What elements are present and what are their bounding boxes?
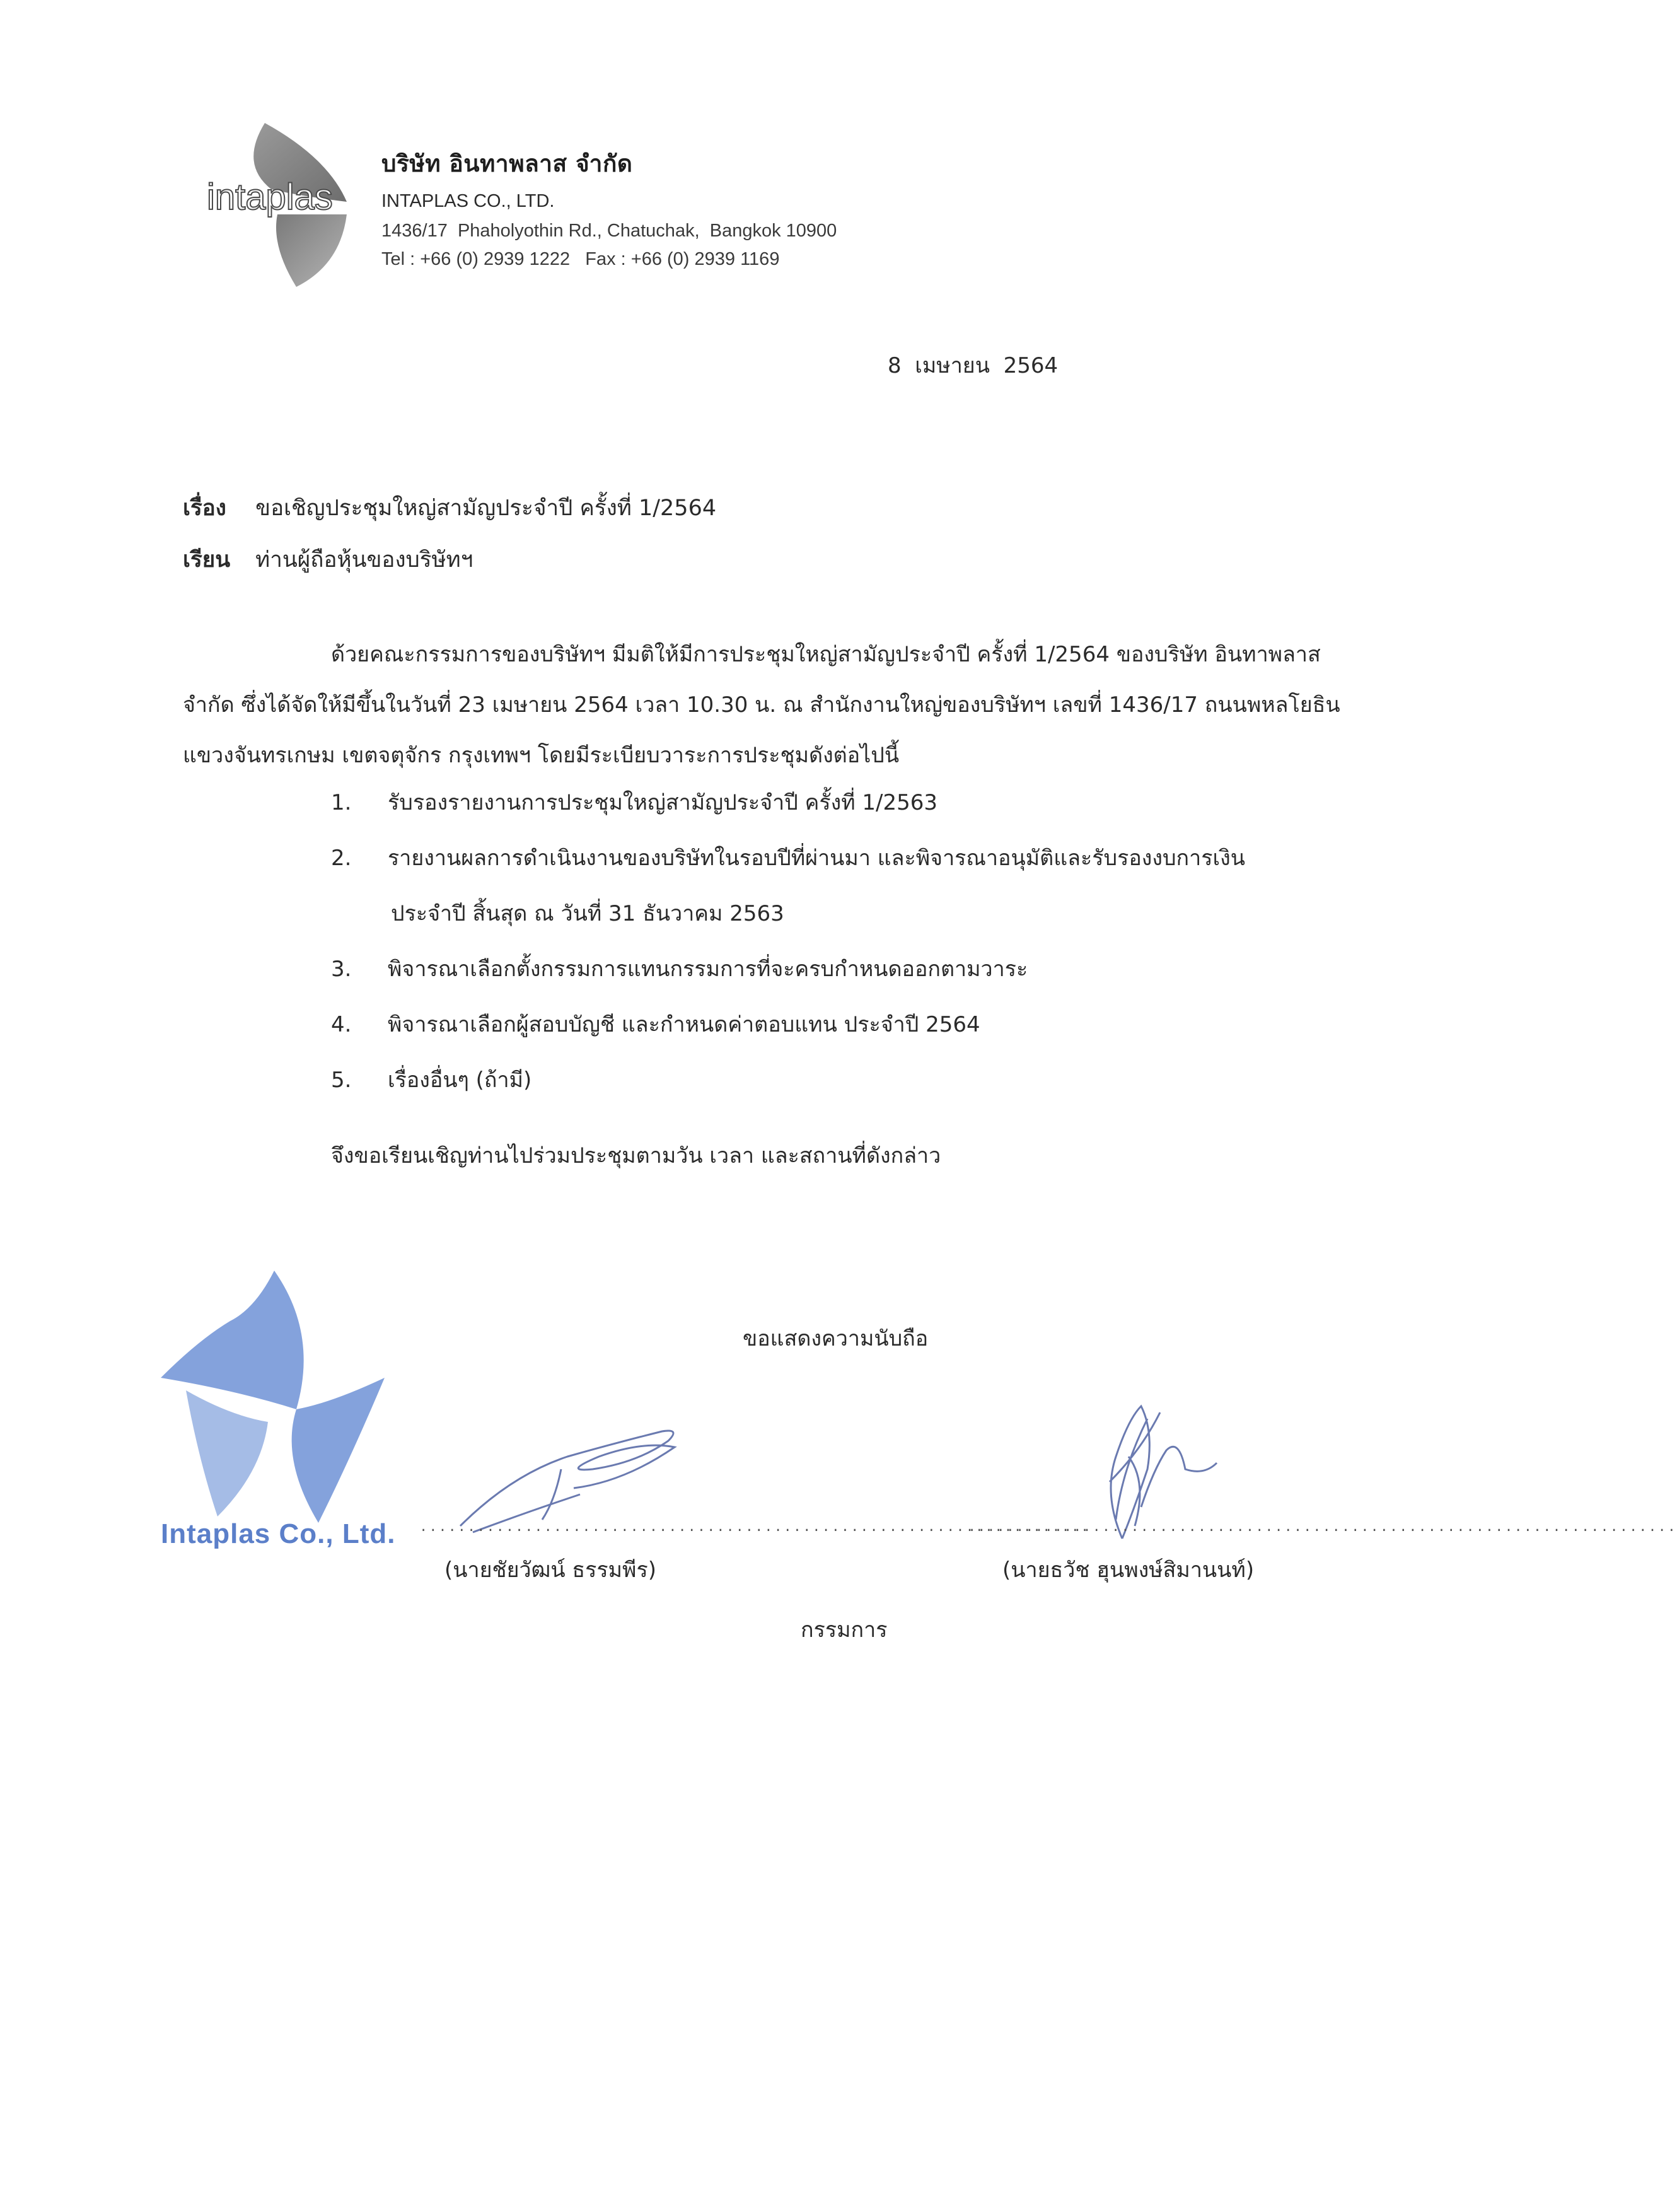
- agenda-item: [331, 1062, 1245, 1097]
- agenda-item: [331, 841, 1245, 930]
- signer-role: กรรมการ: [801, 1617, 888, 1643]
- body-line-1: ด้วยคณะกรรมการของบริษัทฯ มีมติให้มีการประชุมใหญ่สามัญประจำปี ครั้งที่ 1/2564 ของบริษัท อินทาพลาส: [331, 642, 1321, 667]
- agenda-list: [331, 785, 1245, 1118]
- agenda-number: 4.: [331, 1012, 352, 1037]
- agenda-text-continued: ประจำปี สิ้นสุด ณ วันที่ 31 ธันวาคม 2563: [391, 901, 784, 926]
- agenda-item: [331, 785, 1245, 819]
- company-logo-icon: [202, 120, 366, 290]
- body-line-3: แขวงจันทรเกษม เขตจตุจักร กรุงเทพฯ โดยมีระเบียบวาระการประชุมดังต่อไปนี้: [183, 743, 900, 768]
- logo-wordmark: intaplas: [207, 177, 333, 218]
- recipient-label: เรียน: [183, 547, 231, 573]
- agenda-text: เรื่องอื่นๆ (ถ้ามี): [388, 1068, 532, 1093]
- agenda-item: [331, 1007, 1245, 1041]
- subject-line: [183, 491, 716, 525]
- recipient-text: ท่านผู้ถือหุ้นของบริษัทฯ: [255, 547, 473, 573]
- body-line-2: จำกัด ซึ่งได้จัดให้มีขึ้นในวันที่ 23 เมษายน 2564 เวลา 10.30 น. ณ สำนักงานใหญ่ของบริษัทฯ เลขที่ 1436/17 ถนนพหลโยธิน: [183, 692, 1340, 718]
- subject-label: เรื่อง: [183, 496, 226, 521]
- company-address: 1436/17 Phaholyothin Rd., Chatuchak, Bangkok 10900: [381, 221, 837, 241]
- company-contact: Tel : +66 (0) 2939 1222 Fax : +66 (0) 2939 1169: [381, 249, 780, 269]
- signature-line-2: ..........................................................................: [968, 1520, 1677, 1535]
- agenda-text: พิจารณาเลือกผู้สอบบัญชี และกำหนดค่าตอบแทน ประจำปี 2564: [388, 1012, 980, 1037]
- agenda-item: [331, 952, 1245, 986]
- agenda-number: 3.: [331, 957, 352, 982]
- company-name-thai: บริษัท อินทาพลาส จำกัด: [381, 150, 633, 177]
- closing-line: จึงขอเรียนเชิญท่านไปร่วมประชุมตามวัน เวลา และสถานที่ดังกล่าว: [331, 1143, 941, 1168]
- recipient-line: [183, 542, 473, 577]
- letter-date: 8 เมษายน 2564: [888, 353, 1059, 378]
- subject-text: ขอเชิญประชุมใหญ่สามัญประจำปี ครั้งที่ 1/2564: [255, 496, 717, 521]
- agenda-text: พิจารณาเลือกตั้งกรรมการแทนกรรมการที่จะครบกำหนดออกตามวาระ: [388, 957, 1028, 982]
- agenda-number: 2.: [331, 846, 352, 871]
- agenda-number: 1.: [331, 790, 352, 815]
- signer-name-1: (นายชัยวัฒน์ ธรรมพีร): [444, 1557, 656, 1583]
- signature-line-1: ......................................................................: [419, 1520, 1091, 1535]
- agenda-number: 5.: [331, 1068, 352, 1093]
- stamp-company-name: Intaplas Co., Ltd.: [161, 1518, 396, 1549]
- letterhead: [381, 145, 837, 277]
- company-name-english: INTAPLAS CO., LTD.: [381, 191, 555, 211]
- regards-line: ขอแสดงความนับถือ: [743, 1326, 929, 1351]
- company-stamp-icon: [161, 1271, 388, 1523]
- agenda-text: รายงานผลการดำเนินงานของบริษัทในรอบปีที่ผ่านมา และพิจารณาอนุมัติและรับรองงบการเงิน: [388, 846, 1245, 871]
- agenda-text: รับรองรายงานการประชุมใหญ่สามัญประจำปี ครั้งที่ 1/2563: [388, 790, 938, 815]
- signer-name-2: (นายธวัช ฮุนพงษ์สิมานนท์): [1002, 1557, 1255, 1583]
